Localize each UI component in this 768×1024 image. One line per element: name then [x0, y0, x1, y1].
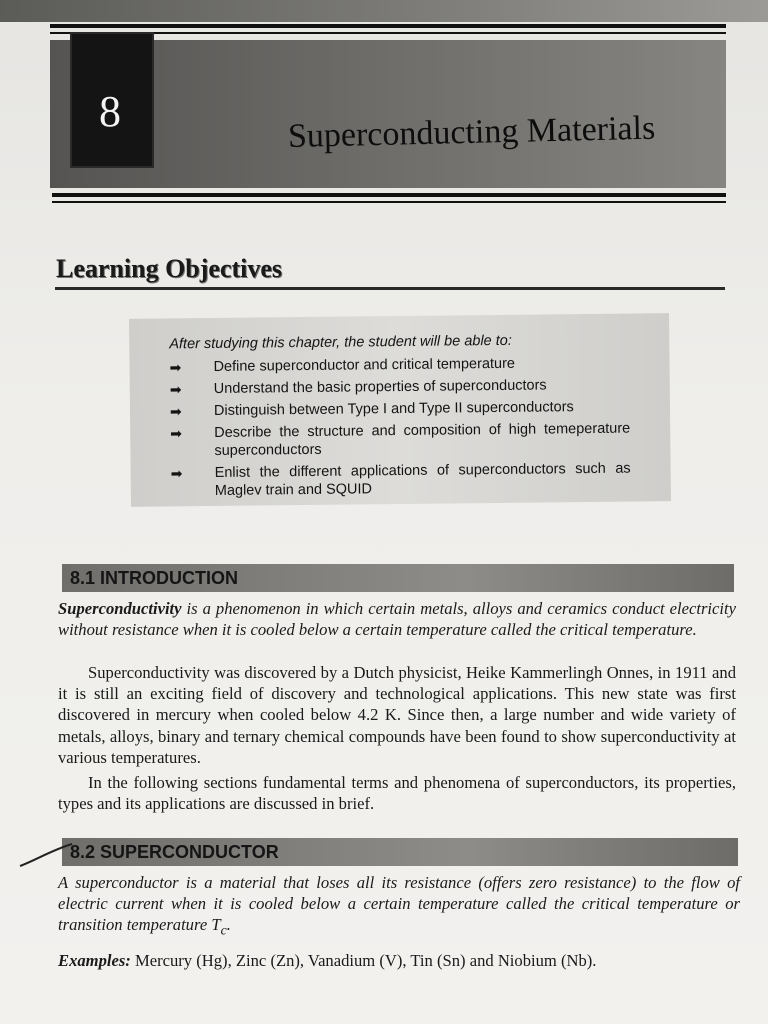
arrow-right-icon: ➡: [170, 465, 183, 482]
list-item: [170, 376, 630, 399]
section-title: 8.2 SUPERCONDUCTOR: [70, 842, 279, 862]
definition-text: is a phenomenon in which certain metals, alloys and ceramics conduct electricity without resistance when it is cooled below a certain temperature called the critical temperature.: [58, 599, 736, 640]
definition-paragraph: [58, 872, 740, 941]
definition-term: Superconductivity: [58, 599, 182, 618]
list-item: [169, 354, 629, 377]
body-paragraph: Superconductivity was discovered by a Dutch physicist, Heike Kammerlingh Onnes, in 1911 and it is still an exciting field of discovery and technological applications. This new state was first discovered in mercury when cooled below 4.2 K. Since then, a large number and wide variety of metals, alloys, binary and ternary chemical compounds have been found to show superconductivity at various temperatures.: [58, 663, 736, 767]
examples-label: Examples:: [58, 951, 131, 970]
objective-text: Distinguish between Type I and Type II superconductors: [213, 399, 574, 419]
arrow-right-icon: ➡: [169, 381, 182, 398]
chapter-number: 8: [99, 87, 121, 136]
learning-objectives-rule: [55, 287, 725, 290]
learning-objectives-box: [129, 313, 671, 507]
objectives-list: [169, 354, 631, 505]
examples-line: [58, 950, 740, 971]
learning-objectives-heading: Learning Objectives: [56, 254, 283, 283]
objective-text: Describe the structure and composition of high temeperature superconductors: [214, 420, 631, 459]
body-paragraph: In the following sections fundamental terms and phenomena of superconductors, its properties, types and its applications are discussed in brief.: [58, 773, 736, 814]
arrow-right-icon: ➡: [169, 359, 182, 376]
banner-bottom-rule: [52, 193, 726, 197]
arrow-right-icon: ➡: [170, 425, 183, 442]
objectives-intro: After studying this chapter, the student will be able to:: [169, 332, 512, 353]
definition-paragraph: [58, 598, 736, 640]
objective-text: Understand the basic properties of superconductors: [213, 377, 547, 397]
pen-tick-mark: [18, 842, 74, 870]
chapter-title: Superconducting Materials: [287, 109, 656, 155]
objective-text: Enlist the different applications of superconductors such as Maglev train and SQUID: [214, 460, 631, 499]
banner-bottom-rule-thin: [52, 201, 726, 203]
objective-text: Define superconductor and critical temperature: [213, 355, 516, 375]
arrow-right-icon: ➡: [169, 403, 182, 420]
banner-top-rule: [50, 24, 726, 28]
list-item: [171, 460, 631, 501]
list-item: [170, 398, 630, 421]
list-item: [170, 420, 630, 461]
page-top-edge: [0, 0, 768, 22]
definition-text: A superconductor is a material that loses all its resistance (offers zero resistance) to the flow of electric current when it is cooled below a certain temperature called the critical temperature or transition temperature T: [58, 873, 740, 935]
definition-end: .: [226, 915, 231, 935]
examples-text: Mercury (Hg), Zinc (Zn), Vanadium (V), Tin (Sn) and Niobium (Nb).: [130, 951, 597, 970]
definition-subscript: c: [220, 922, 227, 938]
section-title: 8.1 INTRODUCTION: [70, 568, 239, 588]
